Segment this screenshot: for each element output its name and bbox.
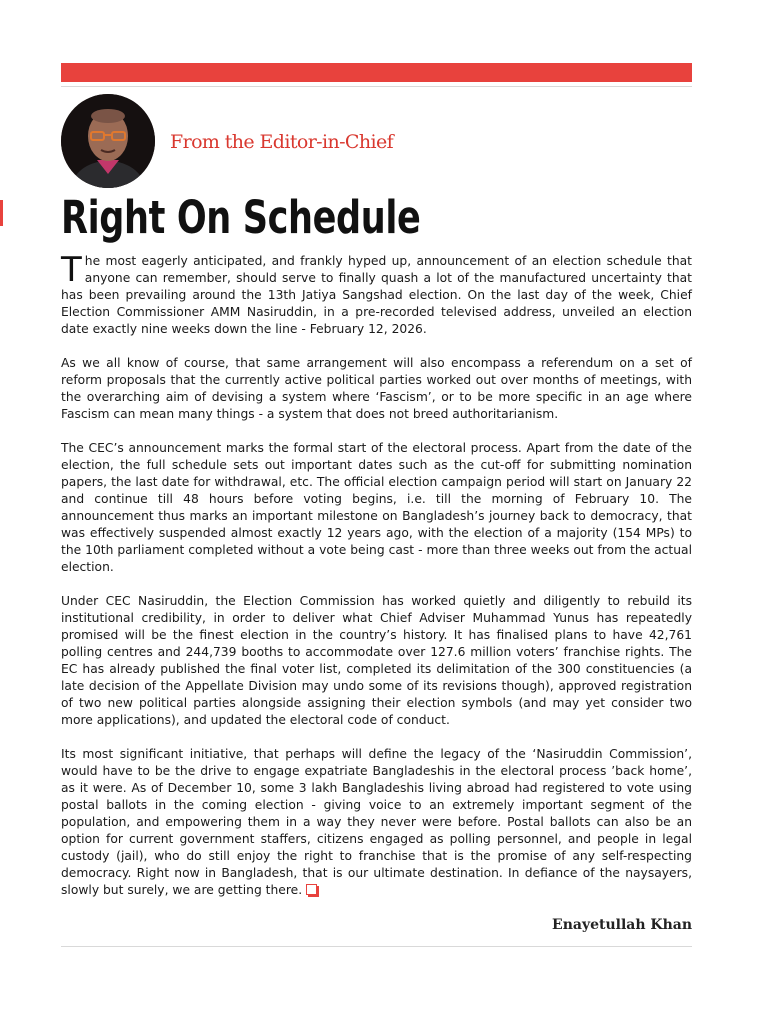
page-title: Right On Schedule [61,191,421,244]
paragraph-2: As we all know of course, that same arrangement will also encompass a referendum on a set of reform proposals that the currently active political parties worked out over months of meetings, with the overarching aim of devising a system where ‘Fascism’, or to be more specific in an age where Fascism can mean many things - a system that does not breed authoritarianism. [61,356,692,421]
paragraph-4: Under CEC Nasiruddin, the Election Commission has worked quietly and diligently to rebuild its institutional credibility, in order to deliver what Chief Adviser Muhammad Yunus has repeatedly promised will be the finest election in the country’s history. It has finalised plans to have 42,761 polling centres and 244,739 booths to accommodate over 127.6 million voters’ franchise rights. The EC has already published the final voter list, completed its delimitation of the 300 constituencies (a late decision of the Appellate Division may undo some of its revisions though), approved registration of two new political parties alongside assigning their election symbols (and may yet consider two more applications), and updated the electoral code of conduct. [61,594,692,727]
editor-avatar [61,94,155,188]
drop-cap: T [61,250,82,290]
paragraph-3: The CEC’s announcement marks the formal start of the electoral process. Apart from the date of the election, the full schedule sets out important dates such as the cut-off for submitting nomination papers, the last date for withdrawal, etc. The official election campaign period will start on January 22 and continue till 48 hours before voting begins, i.e. till the morning of February 10. The announcement thus marks an important milestone on Bangladesh’s journey back to democracy, that was effectively suspended almost exactly 12 years ago, with the election of a majority (154 MPs) to the 10th parliament completed without a vote being cast - more than three weeks out from the actual election. [61,441,692,574]
edge-marker [0,200,3,226]
paragraph-1-text: he most eagerly anticipated, and frankly hyped up, announcement of an election schedule that anyone can remember, should serve to finally quash a lot of the manufactured uncertainty that has been prevailing around the 13th Jatiya Sangshad election. On the last day of the week, Chief Election Commissioner AMM Nasiruddin, in a pre-recorded televised address, unveiled an election date exactly nine weeks down the line - February 12, 2026. [61,254,692,336]
author-signature: Enayetullah Khan [552,917,692,933]
bottom-divider [61,946,692,947]
top-divider [61,86,692,87]
section-kicker: From the Editor-in-Chief [170,131,394,153]
article-body [61,250,692,916]
paragraph-1 [61,250,692,338]
paragraph-5-text: Its most significant initiative, that perhaps will define the legacy of the ‘Nasiruddin Commission’, would have to be the drive to engage expatriate Bangladeshis in the electoral process ’back home’, as it were. As of December 10, some 3 lakh Bangladeshis living abroad had registered to vote using postal ballots in the coming election - giving voice to an extremely important segment of the population, and empowering them in a way they never were before. Postal ballots can also be an option for current government staffers, citizens engaged as polling personnel, and people in legal custody (jail), who do still enjoy the right to franchise that is the promise of any self-respecting democracy. Right now in Bangladesh, that is our ultimate destination. In defiance of the naysayers, slowly but surely, we are getting there. [61,747,692,897]
top-accent-bar [61,63,692,82]
paragraph-5 [61,746,692,899]
square-end-mark-icon [306,884,317,895]
